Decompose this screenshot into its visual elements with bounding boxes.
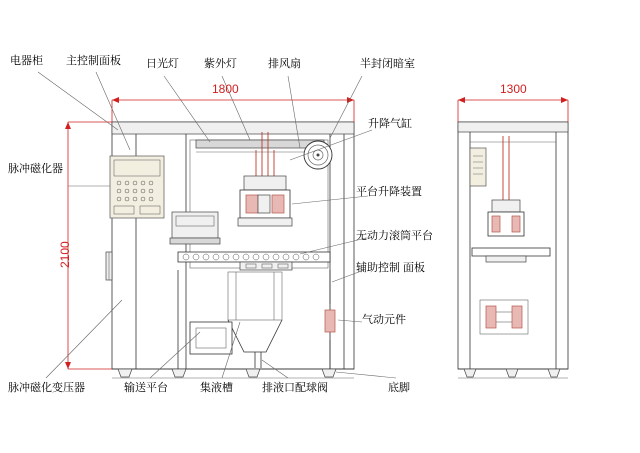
label-foot-support: 底脚 [388,382,410,394]
dimension-width-front: 1800 [212,82,239,96]
label-daylight-lamp: 日光灯 [146,58,179,70]
label-semi-enclosed-darkroom: 半封闭暗室 [360,58,415,70]
label-lift-cylinder: 升降气缸 [368,118,412,130]
label-platform-lift-device: 平台升降装置 [356,186,422,198]
label-conveying-platform: 输送平台 [124,382,168,394]
label-uv-lamp: 紫外灯 [204,58,237,70]
label-auxiliary-control-panel: 辅助控制 面板 [356,262,426,274]
label-liquid-collection-tank: 集液槽 [200,382,233,394]
label-pulse-magnetizer: 脉冲磁化器 [8,163,63,175]
dimension-width-side: 1300 [500,82,527,96]
label-pulse-magnetizing-transformer: 脉冲磁化变压器 [8,382,85,394]
label-main-control-panel: 主控制面板 [66,55,121,67]
label-drain-ball-valve: 排液口配球阀 [262,382,328,394]
label-unpowered-roller-platform: 无动力滚筒平台 [356,230,433,242]
label-pneumatic-components: 气动元件 [362,314,406,326]
dimension-height-front: 2100 [58,241,72,268]
label-electric-cabinet: 电器柜 [10,55,43,67]
label-exhaust-fan: 排风扇 [268,58,301,70]
